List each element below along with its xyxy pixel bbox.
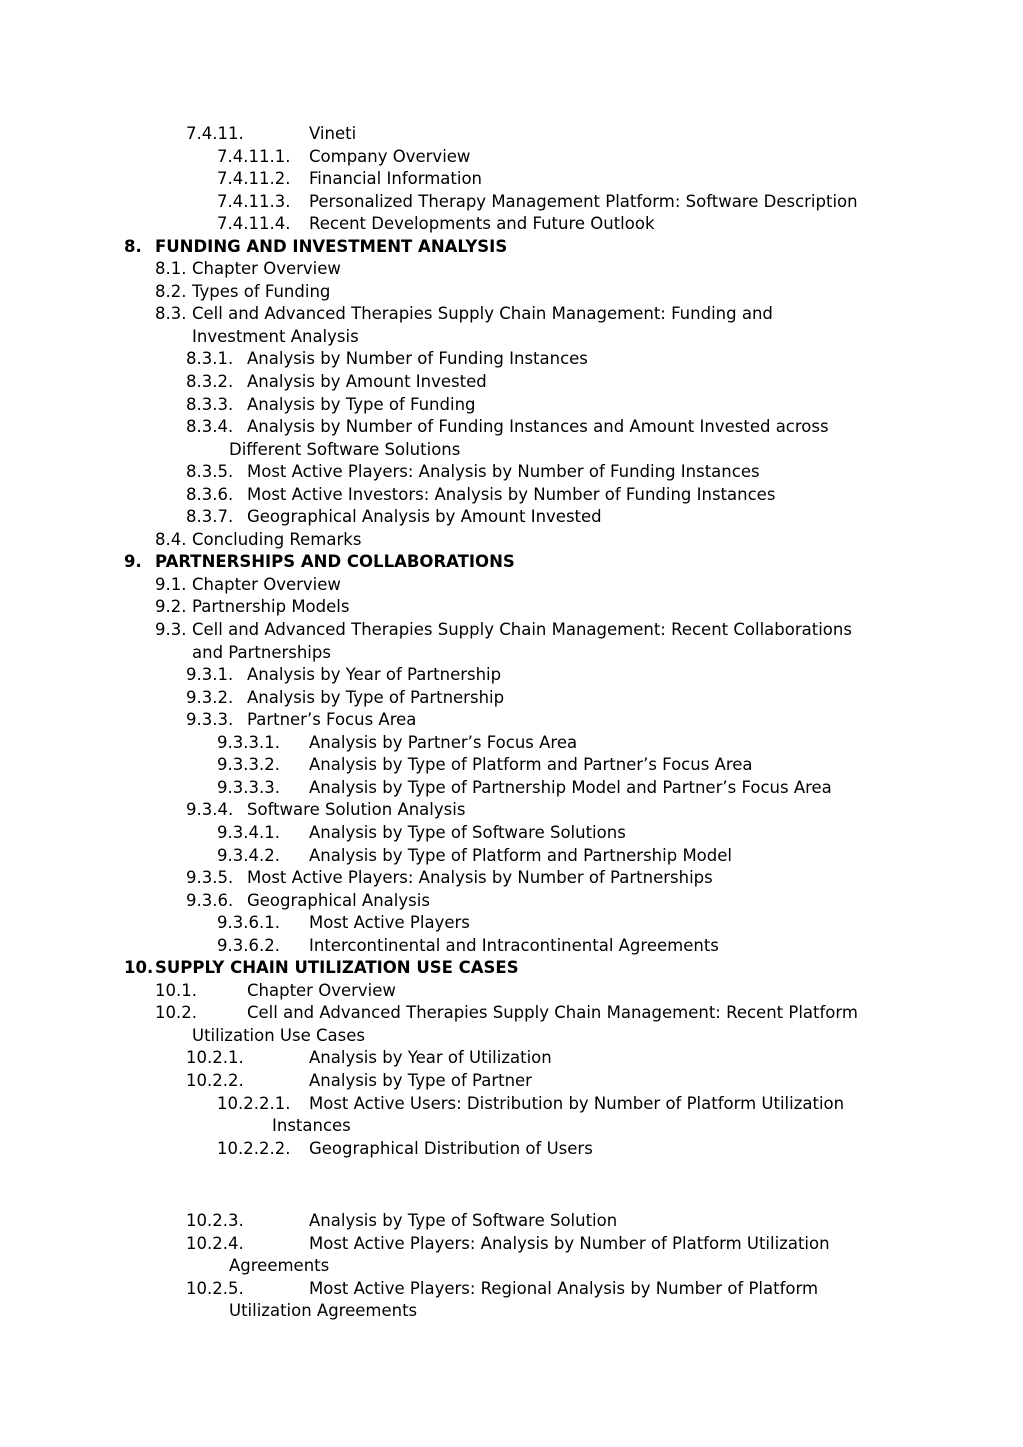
toc-title: Geographical Analysis [247, 890, 430, 910]
toc-entry-continuation [0, 642, 1023, 665]
toc-title: Cell and Advanced Therapies Supply Chain Management: Recent Collaborations [192, 620, 852, 640]
toc-entry [0, 123, 1023, 146]
toc-entry [0, 935, 1023, 958]
toc-number: 8.3.1. [186, 349, 234, 369]
toc-entry [0, 799, 1023, 822]
toc-title: Chapter Overview [192, 259, 341, 279]
toc-title: Personalized Therapy Management Platform: Software Description [309, 191, 858, 211]
toc-title: Company Overview [309, 146, 471, 166]
toc-entry [0, 619, 1023, 642]
toc-number: 8.2. [155, 281, 187, 301]
toc-title: Concluding Remarks [192, 529, 362, 549]
toc-title: Geographical Analysis by Amount Invested [247, 507, 602, 527]
toc-number: 8.4. [155, 529, 187, 549]
toc-title: Most Active Players: Analysis by Number of Partnerships [247, 868, 713, 888]
toc-title: Analysis by Type of Funding [247, 394, 476, 414]
toc-number: 9.3.3.1. [217, 732, 280, 752]
toc-entry [0, 213, 1023, 236]
toc-number: 8.3.4. [186, 417, 234, 437]
toc-entry [0, 168, 1023, 191]
toc-number: 9.3.6.1. [217, 913, 280, 933]
toc-chapter-heading [0, 236, 1023, 259]
toc-chapter-heading [0, 551, 1023, 574]
toc-number: 8.1. [155, 259, 187, 279]
toc-entry [0, 845, 1023, 868]
toc-title: Most Active Players: Analysis by Number of Platform Utilization [309, 1233, 830, 1253]
toc-title: FUNDING AND INVESTMENT ANALYSIS [155, 236, 508, 256]
toc-title: Financial Information [309, 169, 483, 189]
toc-title: Agreements [229, 1256, 330, 1276]
toc-number: 9.3.4. [186, 800, 234, 820]
toc-title: Cell and Advanced Therapies Supply Chain Management: Funding and [192, 304, 773, 324]
toc-title: Partner’s Focus Area [247, 710, 417, 730]
toc-number: 9.2. [155, 597, 187, 617]
toc-entry [0, 394, 1023, 417]
toc-number: 9.3.6. [186, 890, 234, 910]
toc-entry [0, 146, 1023, 169]
toc-number: 10.2. [155, 1003, 197, 1023]
toc-title: Vineti [309, 124, 357, 143]
toc-entry [0, 1278, 1023, 1301]
toc-title: and Partnerships [192, 642, 331, 662]
toc-entry [0, 258, 1023, 281]
toc-entry [0, 461, 1023, 484]
toc-title: Utilization Use Cases [192, 1025, 365, 1045]
toc-entry [0, 867, 1023, 890]
toc-number: 9.3.3.3. [217, 777, 280, 797]
toc-entry [0, 1070, 1023, 1093]
toc-entry [0, 664, 1023, 687]
toc-entry [0, 1210, 1023, 1233]
toc-title: Types of Funding [192, 281, 331, 301]
toc-entry [0, 348, 1023, 371]
toc-number: 10.2.5. [186, 1278, 244, 1298]
toc-entry-continuation [0, 1255, 1023, 1278]
toc-title: Recent Developments and Future Outlook [309, 214, 655, 234]
toc-entry [0, 912, 1023, 935]
toc-entry [0, 980, 1023, 1003]
toc-number: 8.3.7. [186, 507, 234, 527]
toc-number: 10.2.2.2. [217, 1138, 291, 1158]
toc-entry [0, 506, 1023, 529]
toc-title: SUPPLY CHAIN UTILIZATION USE CASES [155, 958, 519, 978]
toc-number: 7.4.11.4. [217, 214, 291, 234]
toc-entry [0, 484, 1023, 507]
toc-number: 9.3. [155, 620, 187, 640]
toc-entry [0, 1138, 1023, 1161]
toc-number: 9. [124, 552, 142, 572]
toc-number: 9.3.4.2. [217, 845, 280, 865]
toc-number: 10.2.4. [186, 1233, 244, 1253]
toc-number: 9.3.3. [186, 710, 234, 730]
toc-entry [0, 416, 1023, 439]
toc-title: Geographical Distribution of Users [309, 1138, 593, 1158]
toc-entry-continuation [0, 439, 1023, 462]
toc-number: 8.3. [155, 304, 187, 324]
toc-entry [0, 754, 1023, 777]
toc-entry [0, 687, 1023, 710]
toc-entry [0, 732, 1023, 755]
toc-title: Analysis by Number of Funding Instances and Amount Invested across [247, 417, 829, 437]
toc-entry [0, 1002, 1023, 1025]
toc-title: Analysis by Type of Partnership Model and Partner’s Focus Area [309, 777, 832, 797]
toc-number: 9.3.1. [186, 665, 234, 685]
toc-number: 8.3.3. [186, 394, 234, 414]
toc-number: 8. [124, 236, 142, 256]
toc-title: Utilization Agreements [229, 1301, 418, 1321]
toc-entry [0, 890, 1023, 913]
toc-entry [0, 1233, 1023, 1256]
toc-number: 9.3.5. [186, 868, 234, 888]
toc-entry-continuation [0, 1115, 1023, 1138]
toc-number: 10. [124, 958, 154, 978]
toc-entry [0, 191, 1023, 214]
toc-number: 10.2.1. [186, 1048, 244, 1068]
toc-title: Analysis by Type of Partner [309, 1070, 532, 1090]
toc-title: Software Solution Analysis [247, 800, 466, 820]
toc-title: Analysis by Type of Partnership [247, 687, 505, 707]
toc-entry [0, 1047, 1023, 1070]
toc-title: Intercontinental and Intracontinental Agreements [309, 935, 719, 955]
toc-title: Most Active Players: Analysis by Number of Funding Instances [247, 462, 760, 482]
toc-title: Analysis by Year of Utilization [309, 1048, 552, 1068]
toc-title: Partnership Models [192, 597, 350, 617]
toc-number: 8.3.5. [186, 462, 234, 482]
toc-number: 8.3.6. [186, 484, 234, 504]
toc-entry [0, 777, 1023, 800]
toc-title: Analysis by Amount Invested [247, 372, 487, 392]
toc-chapter-heading [0, 957, 1023, 980]
toc-title: Analysis by Type of Platform and Partnership Model [309, 845, 732, 865]
toc-number: 9.1. [155, 574, 187, 594]
toc-entry [0, 574, 1023, 597]
toc-entry-continuation [0, 1300, 1023, 1323]
toc-entry [0, 709, 1023, 732]
toc-number: 7.4.11.1. [217, 146, 291, 166]
toc-number: 10.2.3. [186, 1211, 244, 1231]
toc-entry [0, 371, 1023, 394]
toc-entry [0, 596, 1023, 619]
toc-title: Analysis by Type of Software Solutions [309, 822, 626, 842]
toc-title: Investment Analysis [192, 326, 359, 346]
toc-number: 9.3.4.1. [217, 822, 280, 842]
toc-number: 10.2.2.1. [217, 1093, 291, 1113]
toc-title: Most Active Players: Regional Analysis by Number of Platform [309, 1278, 819, 1298]
toc-number: 10.1. [155, 980, 197, 1000]
toc-title: Chapter Overview [192, 574, 341, 594]
toc-number: 9.3.6.2. [217, 935, 280, 955]
toc-title: Analysis by Partner’s Focus Area [309, 732, 578, 752]
toc-number: 9.3.2. [186, 687, 234, 707]
toc-title: Most Active Players [309, 913, 470, 933]
toc-title: Analysis by Type of Software Solution [309, 1211, 618, 1231]
toc-title: Analysis by Type of Platform and Partner’s Focus Area [309, 755, 753, 775]
toc-title: Cell and Advanced Therapies Supply Chain Management: Recent Platform [247, 1003, 858, 1023]
toc-entry [0, 822, 1023, 845]
toc-title: Analysis by Year of Partnership [247, 665, 502, 685]
toc-title: Most Active Users: Distribution by Number of Platform Utilization [309, 1093, 845, 1113]
toc-number: 7.4.11. [186, 124, 244, 143]
toc-number: 8.3.2. [186, 372, 234, 392]
toc-entry-continuation [0, 1025, 1023, 1048]
toc-entry-continuation [0, 326, 1023, 349]
toc-number: 7.4.11.2. [217, 169, 291, 189]
toc-entry [0, 1093, 1023, 1116]
toc-title: Different Software Solutions [229, 439, 461, 459]
page-gap [0, 1160, 1023, 1210]
toc-title: Chapter Overview [247, 980, 396, 1000]
toc-number: 7.4.11.3. [217, 191, 291, 211]
table-of-contents [0, 123, 1023, 1323]
toc-number: 9.3.3.2. [217, 755, 280, 775]
toc-entry [0, 303, 1023, 326]
toc-title: PARTNERSHIPS AND COLLABORATIONS [155, 552, 515, 572]
toc-entry [0, 529, 1023, 552]
toc-number: 10.2.2. [186, 1070, 244, 1090]
toc-title: Instances [272, 1116, 351, 1136]
toc-entry [0, 281, 1023, 304]
toc-title: Most Active Investors: Analysis by Number of Funding Instances [247, 484, 776, 504]
toc-title: Analysis by Number of Funding Instances [247, 349, 588, 369]
